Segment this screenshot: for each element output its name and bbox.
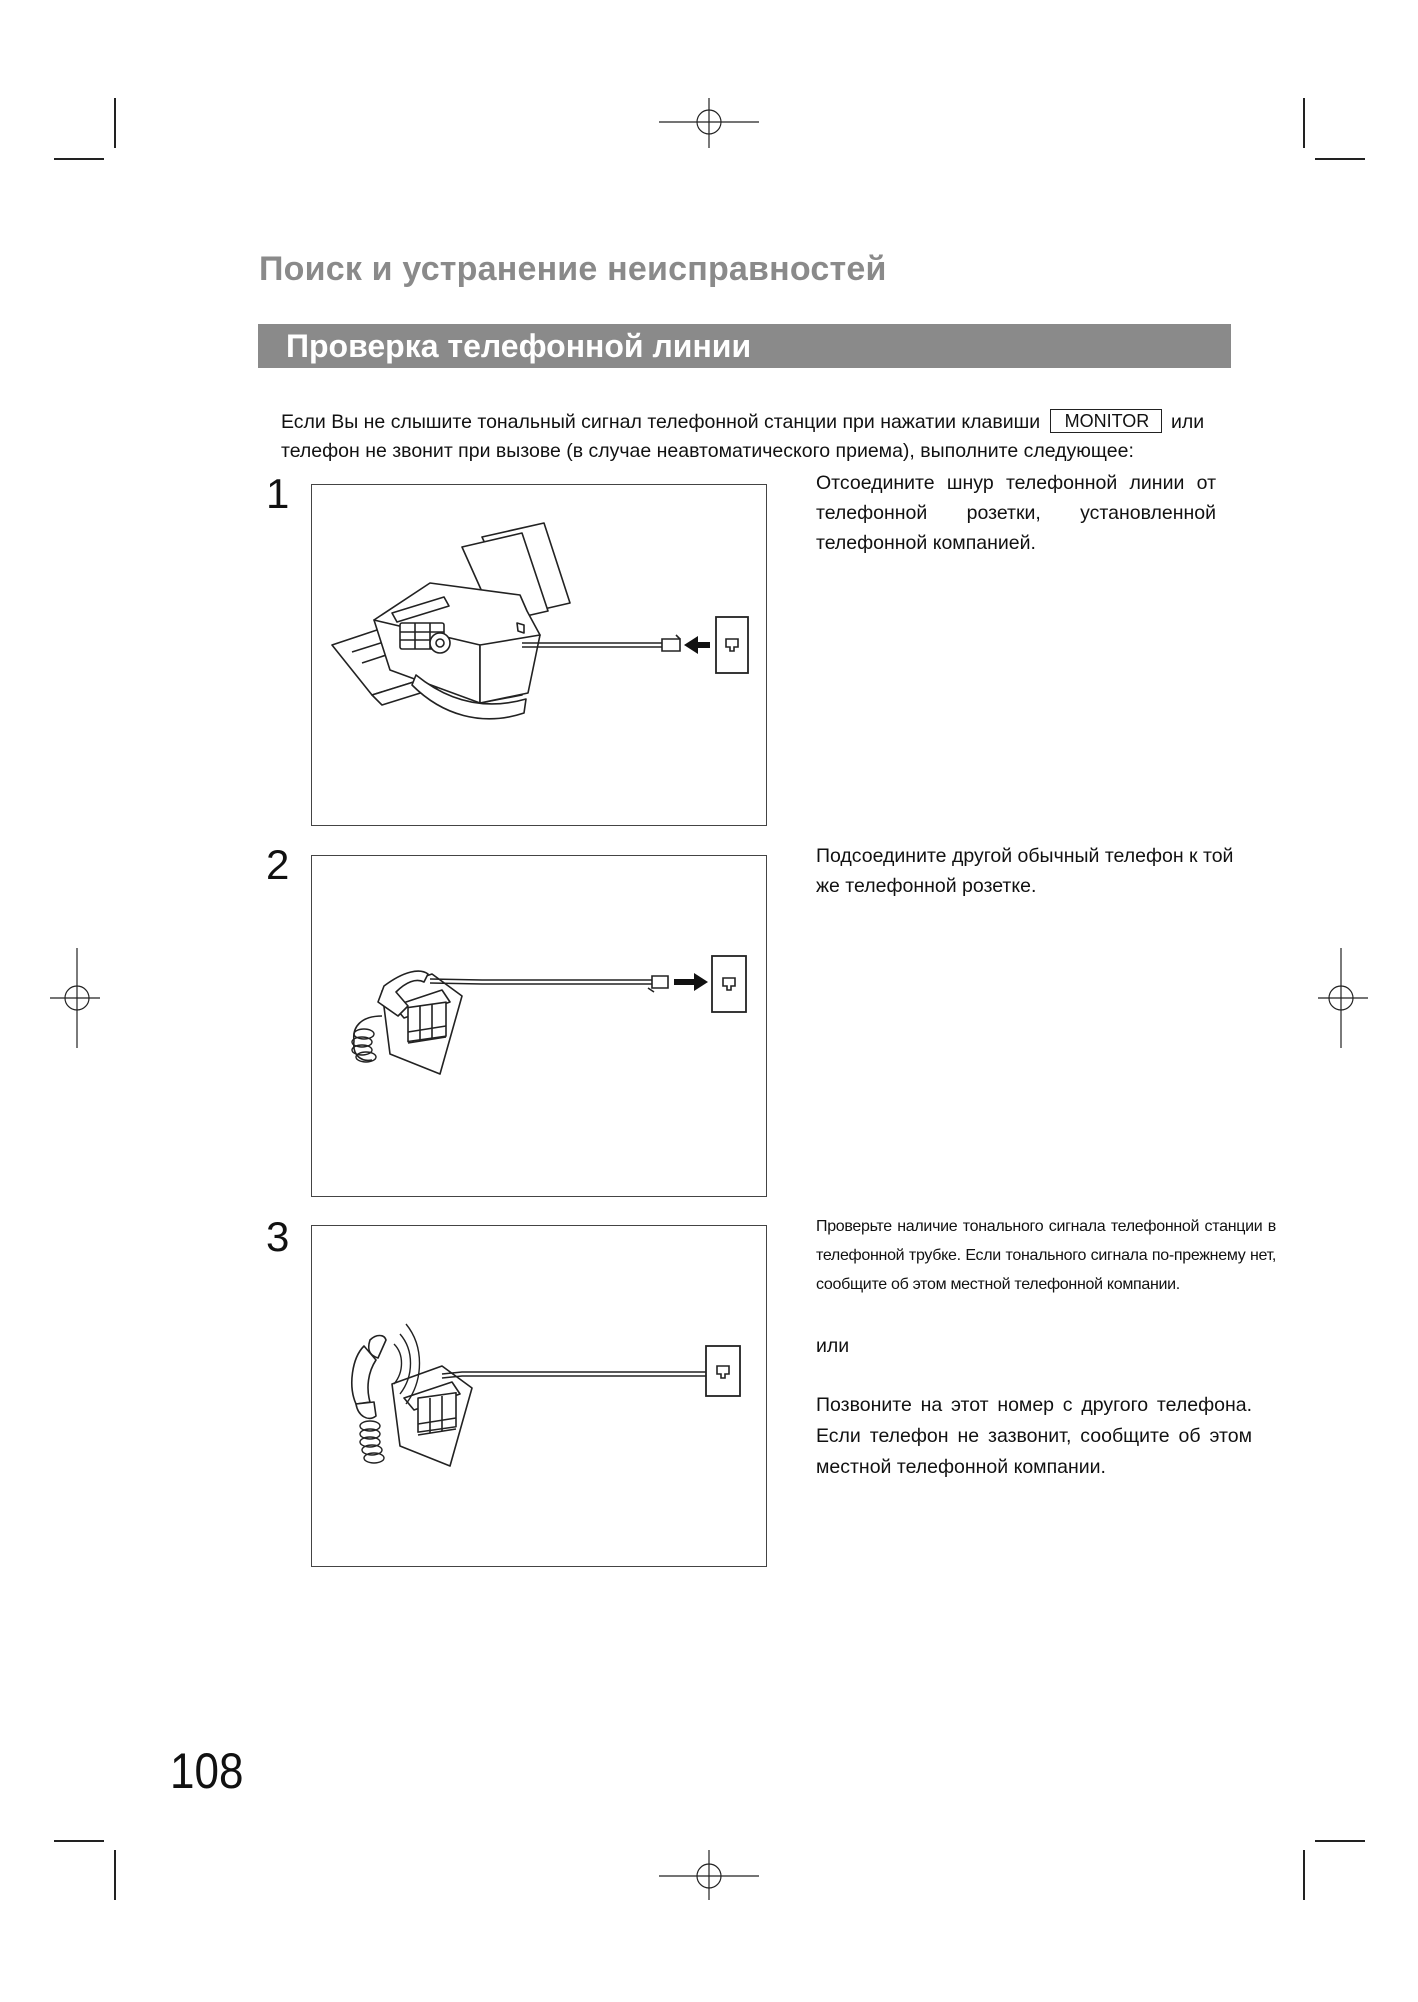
phone-listen-drawing	[312, 1226, 766, 1566]
step-1-illustration	[311, 484, 767, 826]
step-2-number: 2	[266, 841, 290, 888]
monitor-key-label: MONITOR	[1050, 409, 1162, 433]
step-3-paragraph-small: Проверьте наличие тонального сигнала телефонной станции в телефонной трубке. Если тонального сигнала по-прежнему нет, сообщите об этом местной телефонной компании.	[816, 1218, 1276, 1293]
step-1-number: 1	[266, 470, 290, 517]
step-2-illustration	[311, 855, 767, 1197]
step-2-paragraph: Подсоедините другой обычный телефон к той же телефонной розетке.	[816, 845, 1234, 897]
phone-connect-drawing	[312, 856, 766, 1196]
step-3-number: 3	[266, 1213, 290, 1260]
step-1-text	[816, 468, 1216, 558]
step-3-illustration	[311, 1225, 767, 1567]
step-3-text-after	[816, 1390, 1252, 1483]
intro-paragraph	[281, 408, 1221, 466]
crop-mark-tr-h	[1315, 158, 1365, 160]
section-title: Поиск и устранение неисправностей	[259, 250, 887, 288]
fax-disconnect-drawing	[312, 485, 766, 825]
page-title: Проверка телефонной линии	[286, 328, 752, 364]
crop-mark-tr-v	[1303, 98, 1305, 148]
registration-mark-top	[659, 98, 759, 148]
crop-mark-br-v	[1303, 1850, 1305, 1900]
step-3-paragraph-after: Позвоните на этот номер с другого телефона. Если телефон не зазвонит, сообщите об этом местной телефонной компании.	[816, 1394, 1252, 1478]
intro-line2: телефон не звонит при вызове (в случае неавтоматического приема), выполните следующее:	[281, 440, 1134, 462]
registration-mark-right	[1318, 948, 1368, 1048]
intro-line1-start: Если Вы не слышите тональный сигнал телефонной станции при нажатии клавиши	[281, 411, 1041, 433]
crop-mark-tl-v	[114, 98, 116, 148]
crop-mark-br-h	[1315, 1840, 1365, 1842]
intro-line1-end: или	[1171, 411, 1205, 433]
crop-mark-bl-h	[54, 1840, 104, 1842]
step-1-paragraph: Отсоедините шнур телефонной линии от телефонной розетки, установленной телефонной компанией.	[816, 472, 1216, 554]
step-2-text	[816, 841, 1236, 901]
registration-mark-left	[50, 948, 100, 1048]
registration-mark-bottom	[659, 1850, 759, 1900]
step-3-text-small	[816, 1212, 1276, 1299]
page-title-bar	[258, 324, 1231, 368]
page-number: 108	[170, 1743, 244, 1799]
crop-mark-tl-h	[54, 158, 104, 160]
step-3-or: или	[816, 1335, 850, 1357]
crop-mark-bl-v	[114, 1850, 116, 1900]
